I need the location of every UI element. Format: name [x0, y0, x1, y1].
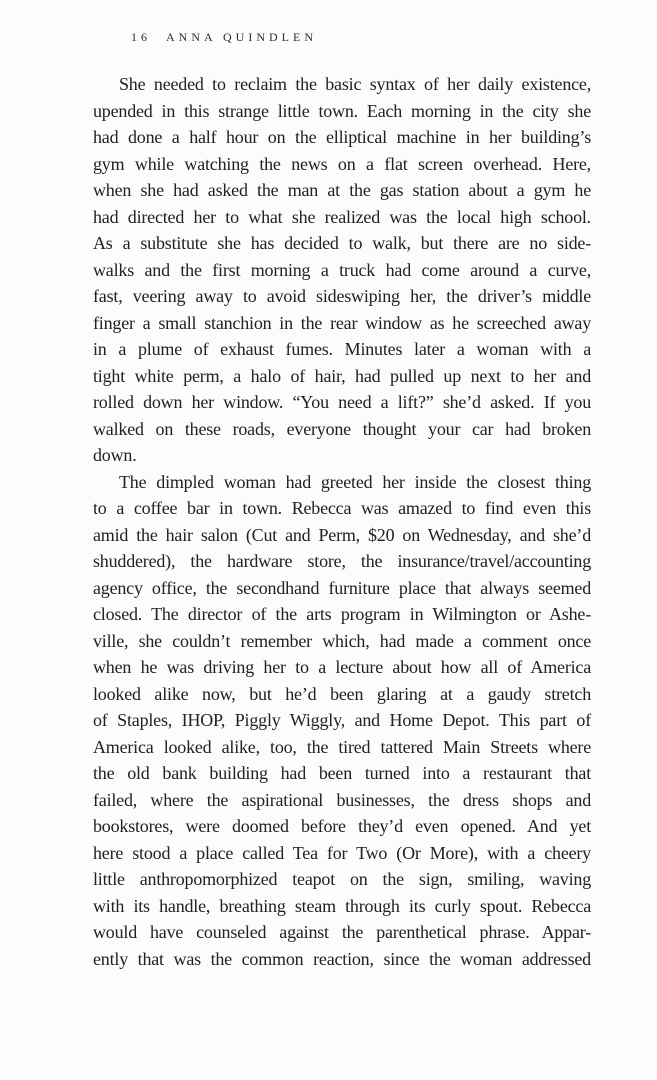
text-line: America looked alike, too, the tired tattered Main Streets where — [93, 736, 591, 757]
text-line: gym while watching the news on a flat screen overhead. Here, — [93, 153, 591, 174]
text-line: walks and the first morning a truck had come around a curve, — [93, 259, 591, 280]
text-line: amid the hair salon (Cut and Perm, $20 on Wednesday, and she’d — [93, 524, 591, 545]
text-line: tight white perm, a halo of hair, had pulled up next to her and — [93, 365, 591, 386]
text-line: As a substitute she has decided to walk, but there are no side- — [93, 233, 591, 253]
text-line: agency office, the secondhand furniture place that always seemed — [93, 577, 591, 598]
text-line: had directed her to what she realized was the local high school. — [93, 206, 591, 227]
text-line: looked alike now, but he’d been glaring at a gaudy stretch — [93, 683, 591, 704]
text-line: ently that was the common reaction, since the woman addressed — [93, 948, 591, 969]
text-line: The dimpled woman had greeted her inside the closest thing — [119, 471, 591, 492]
running-header — [131, 30, 317, 45]
text-line: in a plume of exhaust fumes. Minutes later a woman with a — [93, 339, 591, 359]
text-line: little anthropomorphized teapot on the sign, smiling, waving — [93, 869, 591, 889]
text-line: down. — [93, 445, 137, 465]
text-line: when she had asked the man at the gas station about a gym he — [93, 180, 591, 200]
page-number: 16 — [131, 30, 151, 44]
text-line: rolled down her window. “You need a lift?” she’d asked. If you — [93, 392, 591, 412]
text-line: here stood a place called Tea for Two (Or More), with a cheery — [93, 842, 591, 863]
text-line: would have counseled against the parenthetical phrase. Appar- — [93, 922, 591, 942]
text-line: had done a half hour on the elliptical machine in her building’s — [93, 127, 591, 147]
text-line: with its handle, breathing steam through its curly spout. Rebecca — [93, 895, 591, 916]
text-line: shuddered), the hardware store, the insurance/travel/accounting — [93, 551, 591, 571]
text-line: fast, veering away to avoid sideswiping her, the driver’s middle — [93, 286, 591, 306]
text-line: upended in this strange little town. Each morning in the city she — [93, 100, 591, 121]
text-line: of Staples, IHOP, Piggly Wiggly, and Home Depot. This part of — [93, 710, 591, 730]
text-line: finger a small stanchion in the rear window as he screeched away — [93, 312, 591, 333]
running-title: ANNA QUINDLEN — [166, 30, 317, 44]
text-line: ville, she couldn’t remember which, had made a comment once — [93, 630, 591, 651]
text-line: when he was driving her to a lecture about how all of America — [93, 657, 591, 677]
text-line: the old bank building had been turned into a restaurant that — [93, 763, 591, 783]
text-line: She needed to reclaim the basic syntax of her daily existence, — [119, 74, 591, 94]
text-line: bookstores, were doomed before they’d even opened. And yet — [93, 816, 591, 836]
text-line: to a coffee bar in town. Rebecca was amazed to find even this — [93, 498, 591, 518]
text-line: closed. The director of the arts program in Wilmington or Ashe- — [93, 604, 591, 624]
text-line: failed, where the aspirational businesses, the dress shops and — [93, 789, 591, 810]
text-block — [93, 71, 591, 972]
text-line: walked on these roads, everyone thought your car had broken — [93, 418, 591, 439]
